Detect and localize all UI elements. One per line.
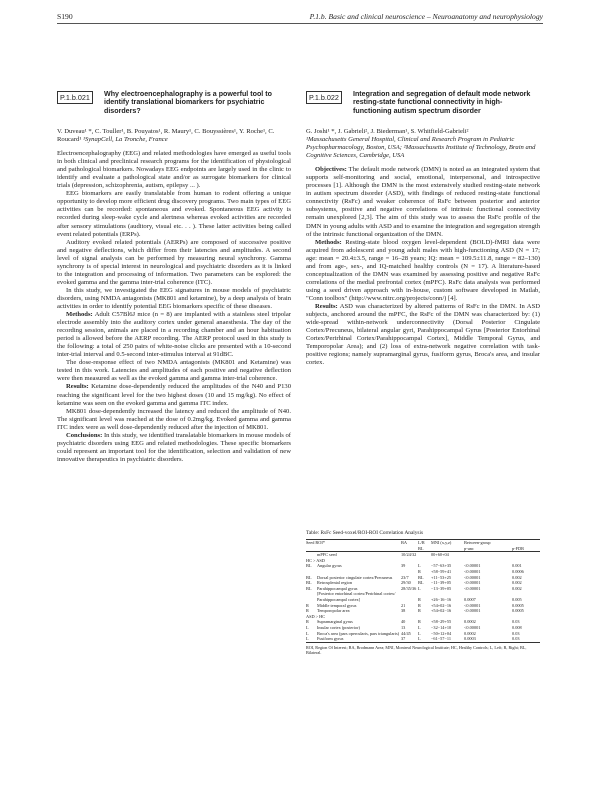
table-cell: R [418, 596, 421, 602]
table-cell: 00+60+04 [431, 552, 449, 558]
table-cell: L [418, 624, 421, 630]
table-cell: <0.00001 [464, 585, 481, 591]
results-table [306, 530, 540, 656]
table-footnote: ROI, Region Of Interest; BA, Brodmann Area; MNI, Montreal Neurological Institute; HC, Healthy Controls; L, Left; R, Right; BL, Bilateral. [306, 644, 527, 656]
table-cell: −32−14+10 [431, 624, 452, 630]
table-cell: 10/24/32 [401, 552, 417, 558]
abstract-code: P.1.b.022 [306, 91, 342, 104]
paragraph: MK801 dose-dependently increased the latency and reduced the amplitude of N40. The significant level was reached at the dose of 0.2mg/kg. Evoked gamma and gamma ITC index were as well dose-dependently reduced after the injection of MK801. [57, 407, 291, 431]
table-cell: L [306, 624, 309, 630]
abstract-body-right [306, 128, 540, 367]
table-cell: 0.0006 [512, 568, 524, 574]
table-body [306, 552, 540, 642]
table-cell: R [418, 568, 421, 574]
table-cell: mPFC seed [317, 552, 337, 558]
table-caption: Table: RsFc Seed-voxel/ROI-ROI Correlation Analysis [306, 530, 424, 536]
table-cell: 39 [401, 563, 406, 569]
results-paragraph: Results: Ketamine dose-dependently reduced the amplitudes of the N40 and P130 reaching the significant level for the two highest doses (10 and 15 mg/kg). No effect of ketamine was seen on the evoked gamma and gamma ITC index. [57, 383, 291, 407]
table-cell: +58−59+41 [431, 568, 452, 574]
table-cell: 29/30 [401, 580, 411, 586]
table-cell: Angular gyrus [317, 563, 342, 569]
table-rule [306, 642, 540, 643]
table-cell: ASD > HC [306, 613, 326, 619]
table-cell: Fusiform gyrus [317, 636, 344, 642]
table-cell: 21 [401, 602, 406, 608]
conclusions-paragraph: Conclusions: In this study, we identified translatable biomarkers in mouse models of psychiatric disorders using EEG and related methodologies. These specific biomarkers could represent an important tool for the identification, selection and validation of new innovative therapeutics in psychiatric disorders. [57, 431, 291, 463]
table-cell: 0.0005 [512, 608, 524, 614]
table-cell: R [306, 619, 309, 625]
table-cell: +58−29+55 [431, 619, 452, 625]
table-cell: +54+02−16 [431, 608, 452, 614]
table-cell: <0.00001 [464, 602, 481, 608]
abstract-title: Why electroencephalography is a powerful tool to identify translational biomarkers for psychiatric disorders? [104, 90, 272, 115]
table-cell: −61−57−11 [431, 636, 452, 642]
table-cell: <0.00001 [464, 624, 481, 630]
table-cell: Supramarginal gyrus [317, 619, 353, 625]
table-cell: 37 [401, 636, 406, 642]
table-cell: BL [306, 580, 312, 586]
table-cell: −50+12+04 [431, 630, 452, 636]
table-cell: 0.03 [512, 619, 520, 625]
affiliation: ¹Massachusetts General Hospital, Clinical and Research Program in Pediatric Psychopharmacology, Boston, USA; ²Massachusetts Institute of Technology, Brain and Cognitive Sciences, Cambridge, USA [306, 136, 536, 160]
table-cell: −11−39+05 [431, 580, 452, 586]
table-cell: L [418, 563, 421, 569]
table-cell: R [418, 602, 421, 608]
affiliation: ¹SynapCell, La Tronche, France [82, 136, 168, 144]
header-rule [57, 23, 543, 24]
table-cell: 0.001 [512, 563, 522, 569]
table-cell: BL [306, 585, 312, 591]
table-cell: <0.00001 [464, 608, 481, 614]
table-cell: R [418, 619, 421, 625]
table-cell: HC > ASD [306, 557, 325, 563]
objectives-paragraph: Objectives: The default mode network (DMN) is noted as an integrated system that supports self-monitoring and social, emotional, interpersonal, and introspective processes [1]. Although the DMN is the most extensively studied resting-state network in autism spectrum disorder (ASD), with findings of reduced resting-state functional connectivity (RsFc) and weaker coherence of RsFc between posterior and anterior subsystems, positive and negative correlations of intrinsic functional connectivity remain unexplored [2,3]. The aim of this study was to assess the RsFc profile of the DMN in young adults with ASD and to examine the integration and segregation strength of the intrinsic functional organization of the DMN. [306, 166, 540, 238]
table-cell: 28/35/36 [401, 585, 417, 591]
table-cell: 40 [401, 619, 406, 625]
table-cell: L [418, 636, 421, 642]
table-cell: <0.00001 [464, 563, 481, 569]
table-cell: 0.005 [512, 596, 522, 602]
table-cell: 0.0002 [464, 630, 476, 636]
table-cell: 0.0005 [512, 602, 524, 608]
table-cell: <0.00001 [464, 574, 481, 580]
table-cell: L [306, 636, 309, 642]
table-cell: +54+02−16 [431, 602, 452, 608]
author-list: V. Duveau¹ *, C. Touller¹, B. Pouyatos¹, R. Maury¹, C. Bouyssières¹, Y. Roche¹, C. Roucard¹ ¹SynapCell, La Tronche, France [57, 128, 275, 144]
table-cell: BL [306, 574, 312, 580]
table-cell: BL [418, 574, 424, 580]
results-paragraph: Results: ASD was characterized by altered patterns of RsFc in the DMN. In ASD subjects, anchored around the mPFC, the RsFc of the DMN was characterized by: (1) wide-spread within-network underconnectivity (Dorsal Posterior Cingulate Cortex/Precuneus, bilateral angular gyri, Parahippocampal Gyrus [Posterior Entorhinal Cortex/Perirhinal Cortex/Parahippocampal Cortex], Middle Temporal Gyrus, and Temporopolar Area); and (2) loss of extra-network negative correlation with task-positive regions; namely supramarginal gyrus, fusiform gyrus, Broca's area, and insular cortex. [306, 302, 540, 367]
table-cell: L [306, 630, 309, 636]
table-cell: 0.002 [512, 574, 522, 580]
table-cell: L [418, 585, 421, 591]
table-cell: +26−16−16 [431, 596, 452, 602]
table-cell: 23/7 [401, 574, 409, 580]
paragraph: In this study, we investigated the EEG signatures in mouse models of psychiatric disorders, using NMDA antagonists (MK801 and ketamine), by a deep analysis of brain activities in order to identify potential EEG biomarkers specific of these diseases. [57, 286, 291, 310]
table-header-row: BL p-unc p-FDR [418, 545, 524, 551]
table-cell: Temporopolar area [317, 608, 350, 614]
table-cell: 0.03 [512, 636, 520, 642]
running-title: P.1.b. Basic and clinical neuroscience – Neuroanatomy and neurophysiology [309, 12, 543, 21]
methods-paragraph: Methods: Resting-state blood oxygen level-dependent (BOLD)-fMRI data were acquired from adolescent and young adult males with high-functioning ASD (N = 17; age: mean = 20.4±3.5, range = 16–28 years; IQ: mean = 109.5±11.8, range = 82–130) and from age-, sex-, and IQ-matched healthy controls (N = 17). A literature-based conceptualization of the DMN was examined by assessing positive and negative RsFc correlations of the medial prefrontal cortex (mPFC). RsFc data analysis was performed using a seed driven approach with in-house, custom software developed in Matlab, "Conn toolbox" (http://www.nitrc.org/projects/conn/) [4]. [306, 238, 540, 302]
abstract-code: P.1.b.021 [57, 91, 93, 104]
paragraph: Auditory evoked related potentials (AERPs) are composed of successive positive and negative deflections, which differ from their latencies and amplitudes. A second level of signal analysis can be performed by measuring neural synchrony. Gamma synchrony is of special interest in neurological and psychiatric disorders as it is linked to the integration and processing of information. Two parameters can be explored: the evoked gamma and the gamma inter-trial coherence (ITC). [57, 238, 291, 286]
paragraph: The dose-response effect of two NMDA antagonists (MK801 and Ketamine) was tested in this work. Latencies and amplitudes of each positive and negative deflection were then measured as well as the evoked gamma and gamma inter-trial coherence. [57, 359, 291, 383]
table-cell: Broca's area (pars opercularis, pars triangularis) [317, 630, 400, 636]
abstract-title-left [57, 90, 291, 122]
table-cell: Insular cortex (posterior) [317, 624, 360, 630]
page-number: S190 [57, 12, 73, 21]
table-cell: Dorsal posterior cingulate cortex/Precuneus [317, 574, 393, 580]
table-cell: BL [306, 563, 312, 569]
author-list: G. Joshi¹ *, J. Gabrieli², J. Biederman¹, S. Whitfield-Gabrieli² [306, 128, 469, 135]
table-cell: 44/45 [401, 630, 411, 636]
abstract-title-right [306, 90, 540, 122]
table-cell: R [306, 608, 309, 614]
table-cell: BL [418, 580, 424, 586]
table-cell: Parahippocampal gyrus [317, 585, 358, 591]
table-cell: 0.002 [512, 585, 522, 591]
table-cell: L [418, 630, 421, 636]
table-cell: R [418, 608, 421, 614]
table-cell: 0.0003 [464, 636, 476, 642]
methods-paragraph: Methods: Adult C57Bl6J mice (n = 8) are implanted with a stainless steel tripolar electrode assembly into the auditory cortex under general anaesthesia. The day of the recording session, animals are placed in a recording chamber and an hour habituation period is allowed before the AERP recording. The AERP protocol used in this study is the following: a total of 250 pairs of white-noise clicks are presented with a 10-second inter-trial interval and 0.5-second inter-stimulus interval at 91dBC. [57, 311, 291, 359]
table-cell: <0.00001 [464, 568, 481, 574]
table-header-row: Seed ROI* BA L/R MNI (x,y,z) Between-group [306, 540, 491, 545]
table-cell: <0.00001 [464, 580, 481, 586]
table-cell: Middle temporal gyrus [317, 602, 357, 608]
table-cell: 0.008 [512, 624, 522, 630]
table-row [306, 636, 540, 642]
abstract-title: Integration and segregation of default mode network resting-state functional connectivity in high-functioning autism spectrum disorder [353, 90, 531, 115]
table-cell: +11−53+25 [431, 574, 452, 580]
paragraph: EEG biomarkers are easily translatable from human to rodent offering a unique opportunity to develop more efficient drug discovery programs. Two main types of EEG activities can be recorded: spontaneous and evoked. Spontaneous EEG activity is recorded during sleep-wake cycle and alertness whereas evoked activities are recorded after sensory stimulations (auditory, visual etc. . . ). These latter activities being called event related potentials (ERPs). [57, 190, 291, 238]
table-cell: 0.03 [512, 630, 520, 636]
table-cell: 0.002 [512, 580, 522, 586]
abstract-body-left [57, 128, 291, 464]
table-cell: −57−63+35 [431, 563, 452, 569]
table-cell: 13 [401, 624, 406, 630]
table-cell: 0.0002 [464, 619, 476, 625]
table-cell: 0.0007 [464, 596, 476, 602]
table-cell: [Posterior entorhinal cortex/Perirhinal cortex/ [317, 591, 396, 597]
table-cell: Parahippocampal cortex] [317, 596, 361, 602]
table-cell: 38 [401, 608, 406, 614]
table-cell: −13−39+05 [431, 585, 452, 591]
paragraph: Electroencephalography (EEG) and related methodologies have emerged as useful tools in both clinical and preclinical research programs for the identification of physiological and pathological biomarkers. Nowadays EEG endpoints are largely used in the clinic to identify and evaluate a pathological state and/or as surrogate biomarkers for clinical trials (depression, schizophrenia, autism, epilepsy ... ). [57, 150, 291, 190]
table-cell: R [306, 602, 309, 608]
table-cell: Retrosplenial region [317, 580, 352, 586]
